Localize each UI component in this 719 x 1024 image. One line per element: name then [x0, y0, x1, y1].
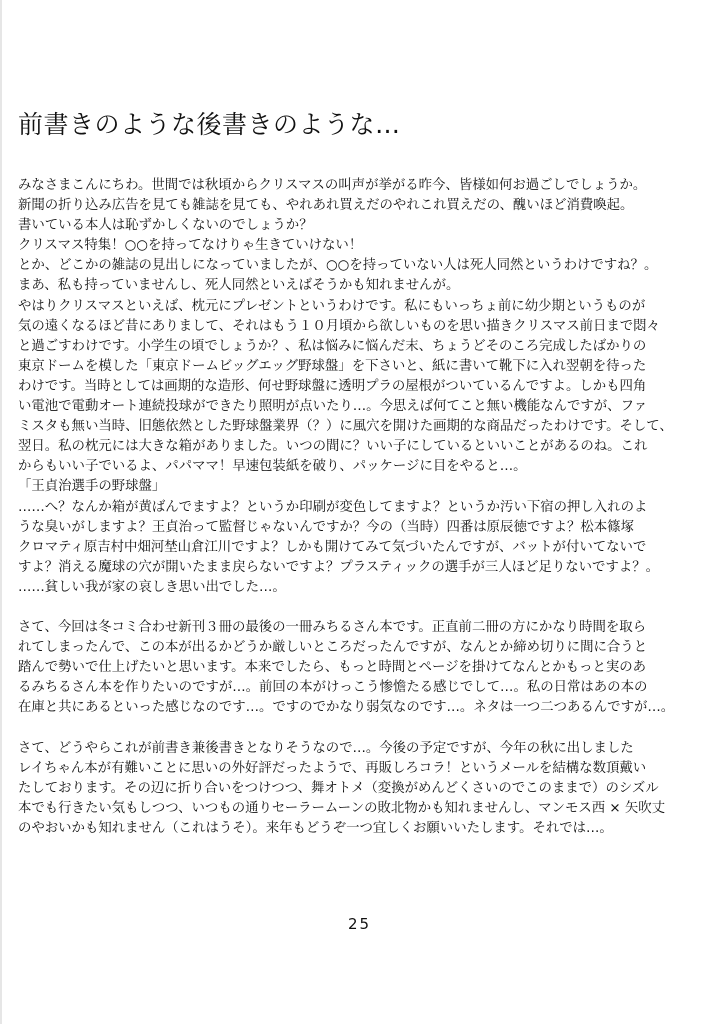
text-line: れてしまったんで、この本が出るかどうか厳しいところだったんですが、なんとか締め切りに間に合うと	[18, 640, 648, 656]
text-line: い電池で電動オート連続投球ができたり照明が点いたり…。今思えば何てこと無い機能なんですが、ファ	[18, 399, 648, 415]
paragraph-gap	[18, 719, 708, 739]
paragraph-2	[18, 618, 708, 718]
text-line: 新聞の折り込み広告を見ても雑誌を見ても、やれあれ買えだのやれこれ買えだの、醜いほど消費喚起。	[18, 198, 634, 214]
text-line: ……へ？なんか箱が黄ばんでますよ？というか印刷が変色してますよ？というか汚い下宿の押し入れのよ	[18, 499, 648, 515]
text-line: まあ、私も持っていませんし、死人同然といえばそうかも知れませんが。	[18, 278, 460, 294]
text-line: 東京ドームを模した「東京ドームビッグエッグ野球盤」を下さいと、紙に書いて靴下に入れ翌朝を待った	[18, 358, 647, 374]
text-line: と過ごすわけです。小学生の頃でしょうか？、私は悩みに悩んだ末、ちょうどそのころ完成したばかりの	[18, 338, 647, 354]
page-number: 25	[347, 915, 372, 933]
text-line: ……貧しい我が家の哀しき思い出でした…。	[18, 579, 286, 595]
text-line: わけです。当時としては画期的な造形、何せ野球盤に透明プラの屋根がついているんですよ。しかも四角	[18, 378, 647, 394]
text-line: やはりクリスマスといえば、枕元にプレゼントというわけです。私にもいっちょ前に幼少期というものが	[18, 298, 646, 314]
text-line: すよ？消える魔球の穴が開いたまま戻らないですよ？プラスティックの選手が三人ほど足りないですよ？。	[18, 559, 660, 575]
page-title: 前書きのような後書きのような…	[18, 110, 401, 139]
text-line: るみちるさん本を作りたいのですが…。前回の本がけっこう惨憺たる感じでして…。私の日常はあの本の	[18, 680, 648, 696]
text-line: のやおいかも知れません（これはうそ）。来年もどうぞ一つ宜しくお願いいたします。それでは…。	[18, 821, 613, 836]
text-line: ミスタも無い当時、旧態依然とした野球盤業界（？）に風穴を開けた画期的な商品だったわけです。そして、	[18, 419, 673, 435]
paragraph-gap	[18, 598, 708, 618]
text-line: うな臭いがしますよ？王貞治って監督じゃないんですか？今の（当時）四番は原辰徳ですよ？松本篠塚	[18, 519, 634, 535]
text-line: 気の遠くなるほど昔にありまして、それはもう１０月頃から欲しいものを思い描きクリスマス前日まで悶々	[18, 318, 660, 334]
text-line: 「王貞治選手の野球盤」	[18, 479, 166, 495]
body-text	[18, 176, 708, 839]
text-line: さて、今回は冬コミ合わせ新刊３冊の最後の一冊みちるさん本です。正直前二冊の方にかなり時間を取ら	[18, 620, 647, 636]
paragraph-3	[18, 739, 708, 839]
paragraph-1	[18, 176, 708, 598]
text-line: 踏んで勢いで仕上げたいと思います。本来でしたら、もっと時間とページを掛けてなんとかもっと実のあ	[18, 660, 647, 676]
text-line: クリスマス特集！○○を持ってなけりゃ生きていけない！	[18, 238, 363, 254]
page-edge	[0, 0, 2, 1024]
text-line: からもいい子でいるよ、パパママ！早速包装紙を破り、パッケージに目をやると…。	[18, 459, 527, 475]
text-line: 本でも行きたい気もしつつ、いつもの通りセーラームーンの敗北物かも知れませんし、マンモス西 × 矢吹丈	[18, 800, 666, 816]
text-line: 在庫と共にあるといった感じなのです…。ですのでかなり弱気なのです…。ネタは一つ二つあるんですが…。	[18, 700, 675, 716]
text-line: 書いている本人は恥ずかしくないのでしょうか？	[18, 218, 313, 234]
text-line: たしております。その辺に折り合いをつけつつ、舞オトメ（変換がめんどくさいのでこのままで）のシズル	[18, 780, 659, 796]
text-line: みなさまこんにちわ。世間では秋頃からクリスマスの叫声が挙がる昨今、皆様如何お過ごしでしょうか。	[18, 178, 647, 193]
text-line: 翌日。私の枕元には大きな箱がありました。いつの間に？いい子にしているといいことがあるのね。これ	[18, 439, 648, 455]
text-line: クロマティ原吉村中畑河埜山倉江川ですよ？しかも開けてみて気づいたんですが、バットが付いてないで	[18, 539, 647, 555]
text-line: レイちゃん本が有難いことに思いの外好評だったようで、再販しろコラ！というメールを結構な数頂戴い	[18, 760, 647, 776]
text-line: さて、どうやらこれが前書き兼後書きとなりそうなので…。今後の予定ですが、今年の秋に出しました	[18, 740, 634, 756]
text-line: とか、どこかの雑誌の見出しになっていましたが、○○を持っていない人は死人同然というわけですね？。	[18, 258, 658, 274]
